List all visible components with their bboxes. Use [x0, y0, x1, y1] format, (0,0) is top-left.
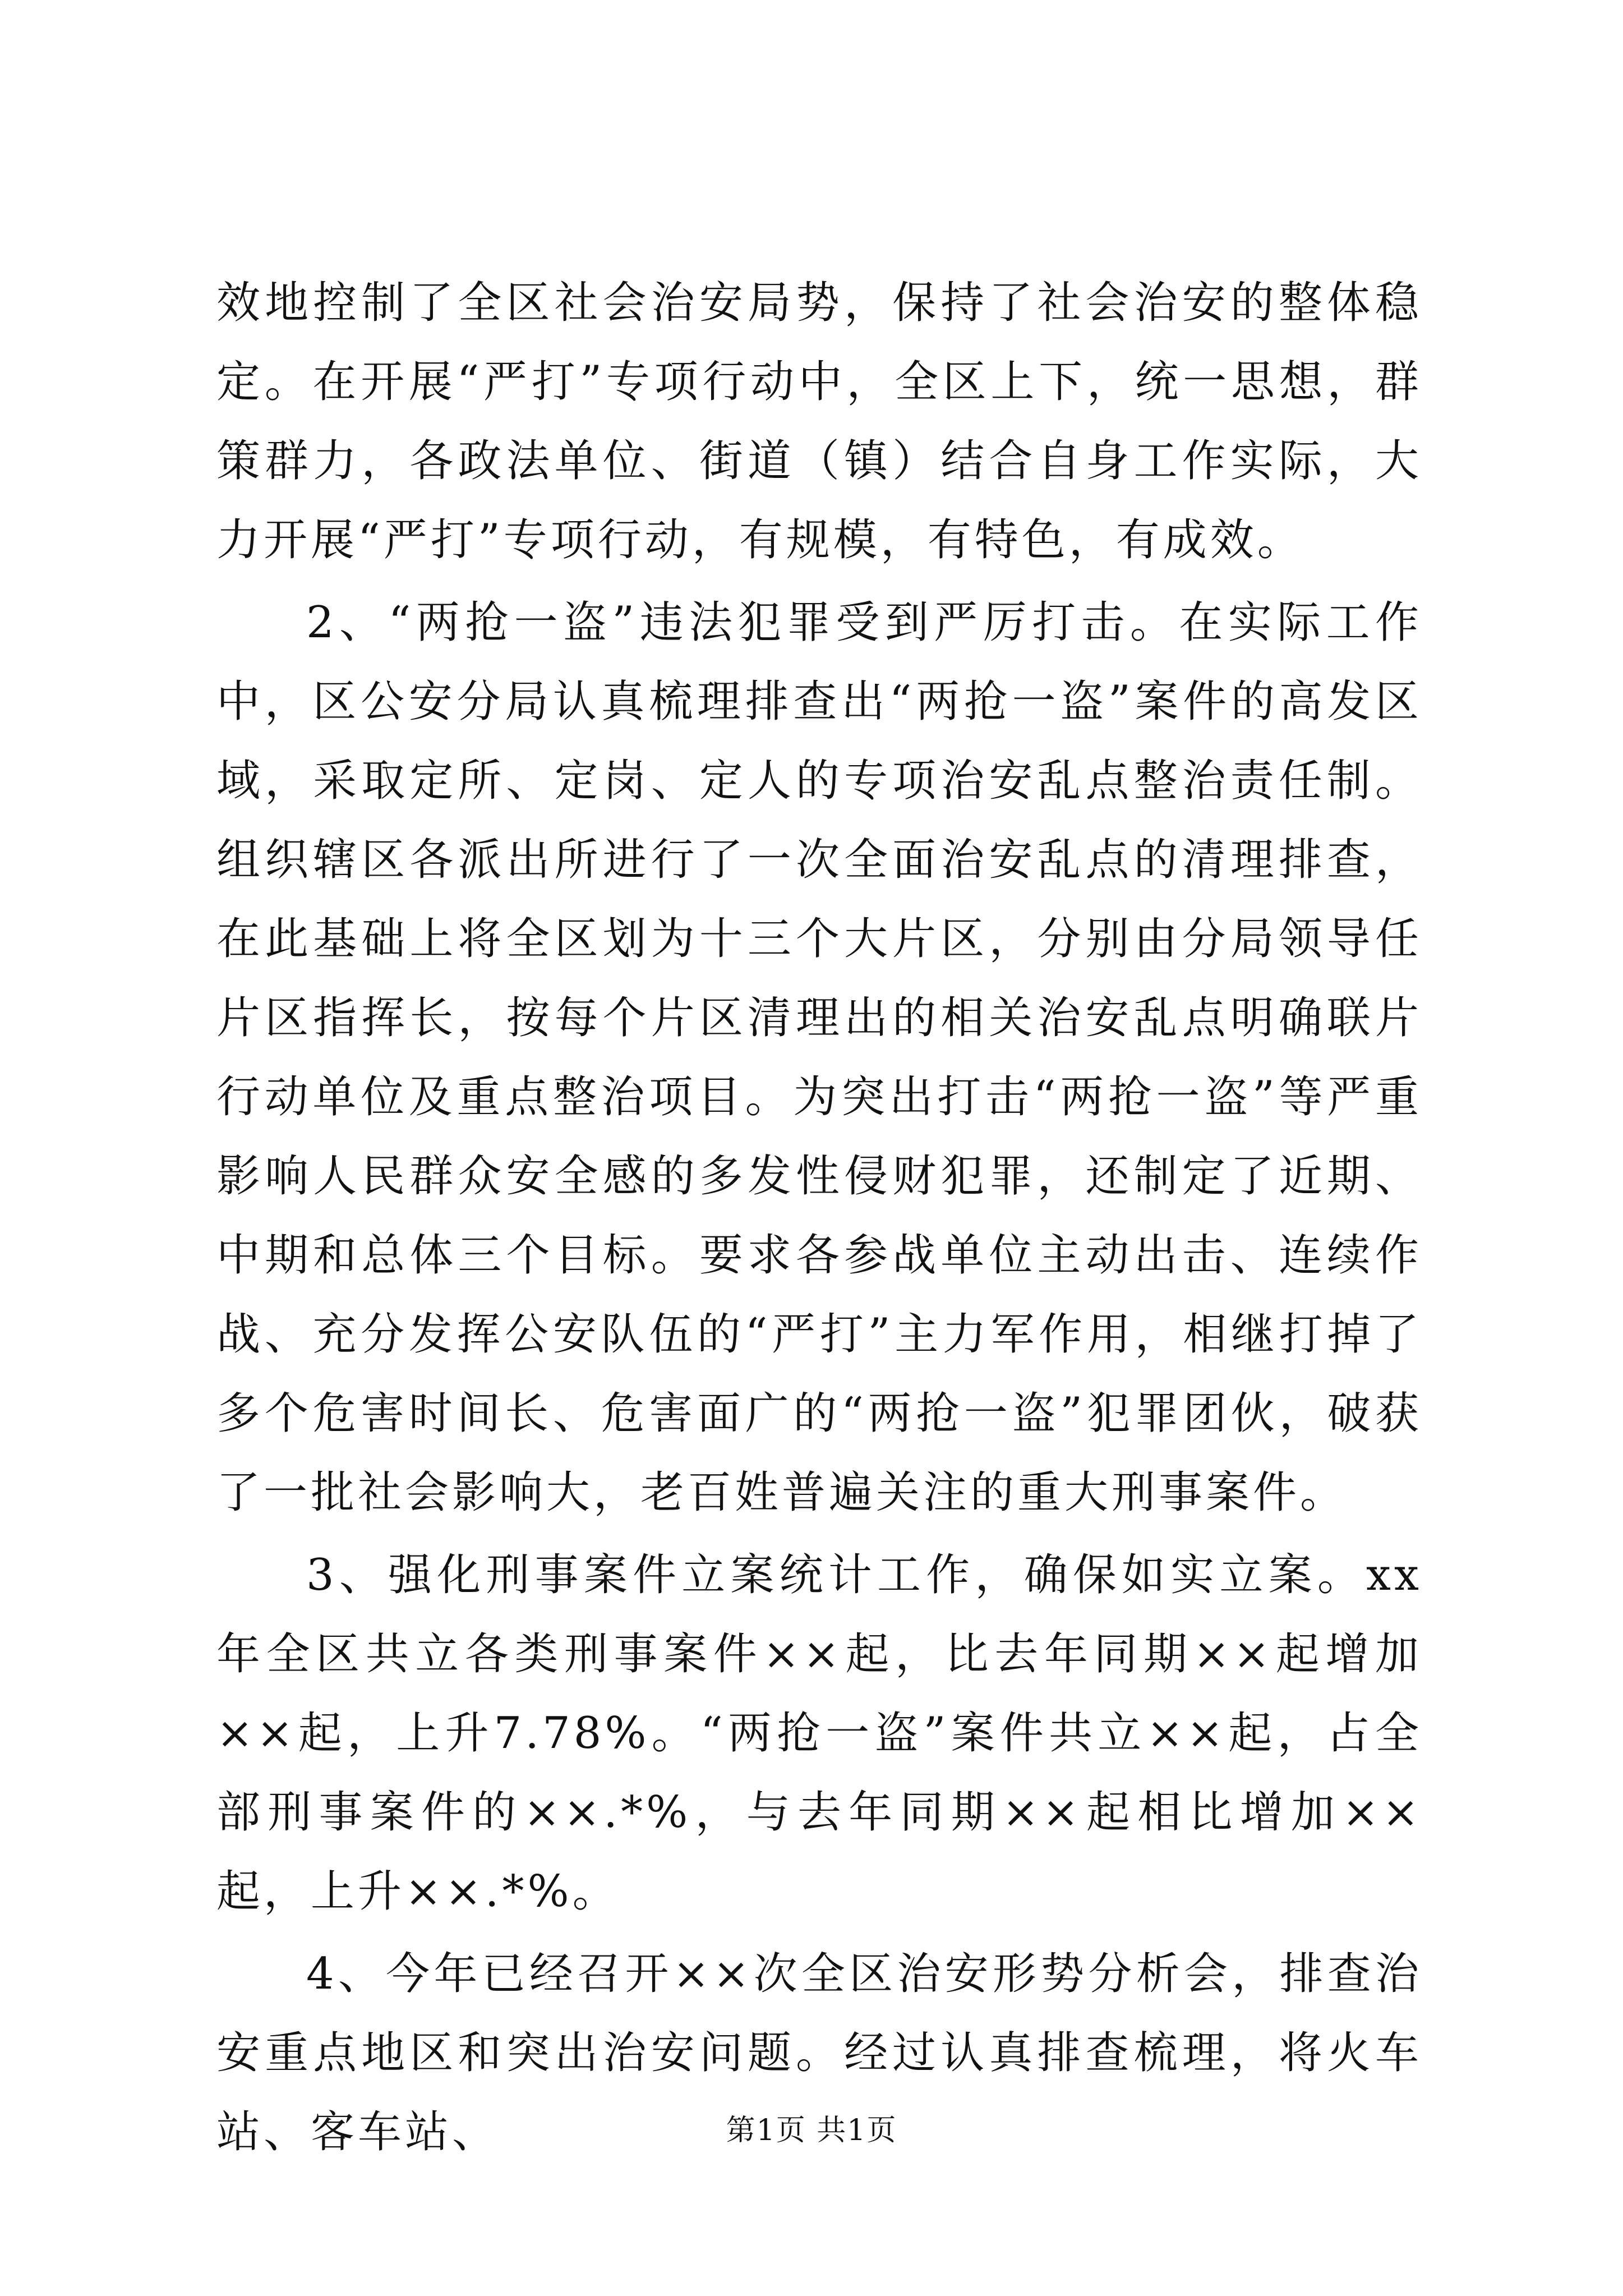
- document-body: [216, 264, 1422, 2172]
- paragraph-continuation: 效地控制了全区社会治安局势，保持了社会治安的整体稳定。在开展“严打”专项行动中，全区上下，统一思想，群策群力，各政法单位、街道（镇）结合自身工作实际，大力开展“严打”专项行动，有规模，有特色，有成效。: [216, 278, 1422, 565]
- page-footer: 第1页 共1页: [726, 2114, 897, 2147]
- paragraph-4: 4、今年已经召开××次全区治安形势分析会，排查治安重点地区和突出治安问题。经过认真排查梳理，将火车站、客车站、: [216, 1949, 1422, 2157]
- paragraph-2: 2、“两抢一盗”违法犯罪受到严厉打击。在实际工作中，区公安分局认真梳理排查出“两抢一盗”案件的高发区域，采取定所、定岗、定人的专项治安乱点整治责任制。组织辖区各派出所进行了一次全面治安乱点的清理排查，在此基础上将全区划为十三个大片区，分别由分局领导任片区指挥长，按每个片区清理出的相关治安乱点明确联片行动单位及重点整治项目。为突出打击“两抢一盗”等严重影响人民群众安全感的多发性侵财犯罪，还制定了近期、中期和总体三个目标。要求各参战单位主动出击、连续作战、充分发挥公安队伍的“严打”主力军作用，相继打掉了多个危害时间长、危害面广的“两抢一盗”犯罪团伙，破获了一批社会影响大，老百姓普遍关注的重大刑事案件。: [216, 597, 1422, 1518]
- paragraph-3: 3、强化刑事案件立案统计工作，确保如实立案。xx年全区共立各类刑事案件××起，比去年同期××起增加××起，上升7.78%。“两抢一盗”案件共立××起，占全部刑事案件的××.*%，与去年同期××起相比增加××起，上升××.*%。: [216, 1550, 1422, 1917]
